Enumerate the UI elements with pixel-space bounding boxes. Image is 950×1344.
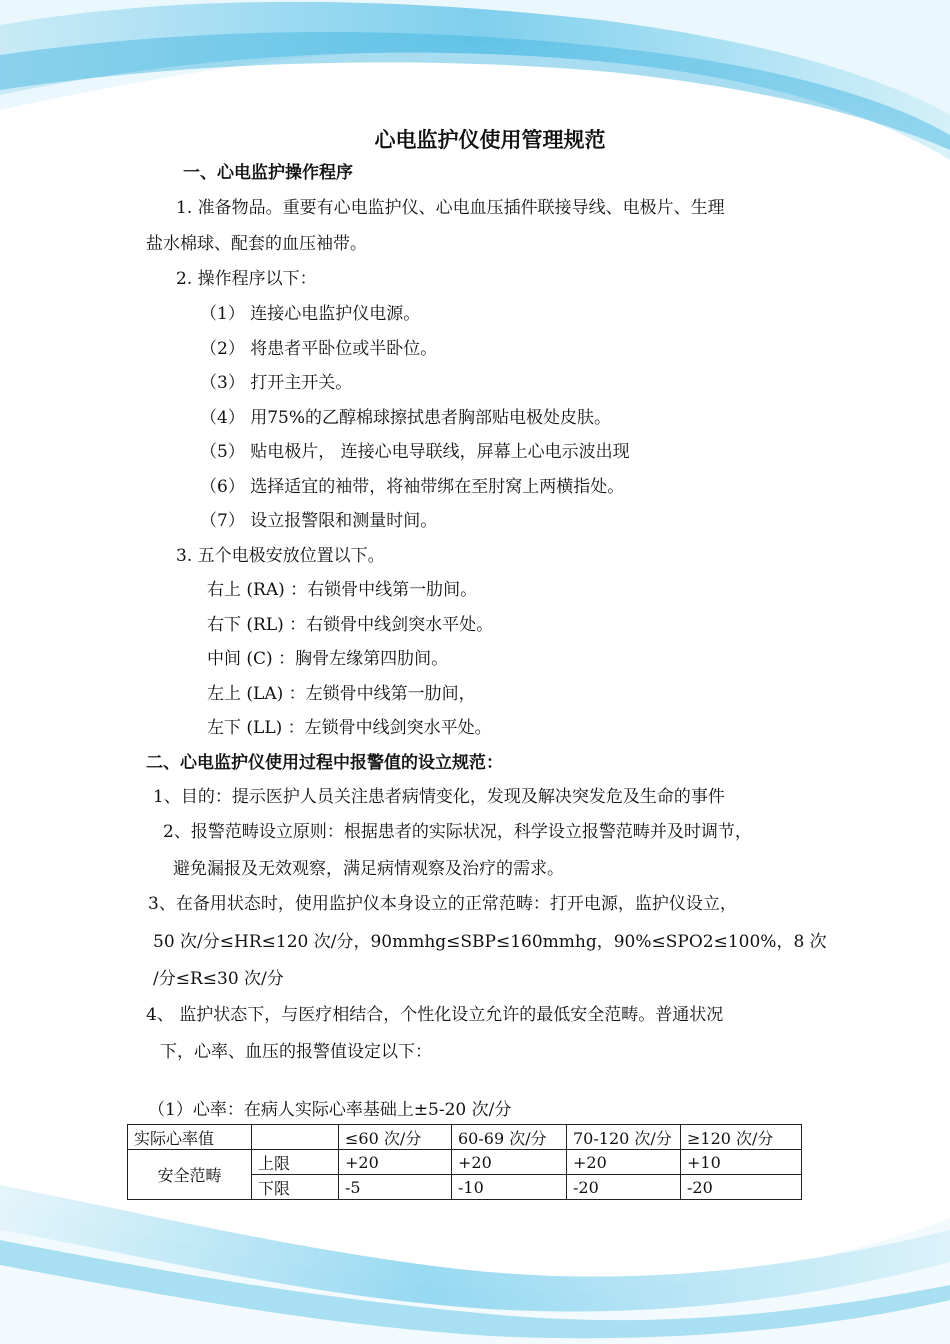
electrode-c: 中间 (C) ：胸骨左缘第四肋间。	[207, 649, 449, 669]
table-header-cell: 70-120 次/分	[567, 1125, 681, 1150]
table-header-cell: ≤60 次/分	[339, 1125, 452, 1150]
table-header-cell: 实际心率值	[128, 1125, 252, 1150]
section2-p3-line3: /分≤R≤30 次/分	[153, 969, 284, 989]
step-1: （1） 连接心电监护仪电源。	[200, 304, 421, 324]
section2-heading: 二、心电监护仪使用过程中报警值的设立规范：	[146, 753, 503, 773]
table-cell: -20	[567, 1175, 681, 1200]
table-header-cell	[252, 1125, 339, 1150]
table-cell: -10	[452, 1175, 567, 1200]
table-header-cell: ≥120 次/分	[681, 1125, 802, 1150]
heart-rate-alarm-table	[127, 1124, 802, 1200]
table-cell: -20	[681, 1175, 802, 1200]
table-cell: +20	[452, 1150, 567, 1175]
item1-line2: 盐水棉球、配套的血压袖带。	[146, 234, 367, 254]
step-7: （7） 设立报警限和测量时间。	[200, 511, 438, 531]
table-header-row	[128, 1125, 802, 1150]
electrode-la: 左上 (LA) ：左锁骨中线第一肋间，	[207, 684, 476, 704]
step-4: （4） 用75%的乙醇棉球擦拭患者胸部贴电极处皮肤。	[200, 408, 612, 428]
electrode-rl: 右下 (RL) ：右锁骨中线剑突水平处。	[207, 615, 494, 635]
table-row-group-label: 安全范畴	[128, 1150, 252, 1200]
section2-p1: 1、目的：提示医护人员关注患者病情变化，发现及解决突发危及生命的事件	[153, 787, 725, 807]
step-3: （3） 打开主开关。	[200, 373, 353, 393]
item1-line1: 1. 准备物品。重要有心电监护仪、心电血压插件联接导线、电极片、生理	[176, 198, 725, 218]
section2-p2-line1: 2、报警范畴设立原则：根据患者的实际状况，科学设立报警范畴并及时调节，	[163, 822, 752, 842]
table-cell: -5	[339, 1175, 452, 1200]
section2-p4-line2: 下，心率、血压的报警值设定以下：	[160, 1042, 432, 1062]
table-cell: +10	[681, 1150, 802, 1175]
step-2: （2） 将患者平卧位或半卧位。	[200, 339, 438, 359]
document-title: 心电监护仪使用管理规范	[374, 128, 606, 152]
step-6: （6） 选择适宜的袖带，将袖带绑在至肘窝上两横指处。	[200, 477, 625, 497]
section2-p3-line1: 3、在备用状态时，使用监护仪本身设立的正常范畴：打开电源，监护仪设立，	[148, 894, 737, 914]
section2-p2-line2: 避免漏报及无效观察，满足病情观察及治疗的需求。	[173, 859, 564, 879]
table-row	[128, 1150, 802, 1175]
heart-rate-caption: （1）心率：在病人实际心率基础上±5-20 次/分	[148, 1100, 512, 1120]
electrode-ra: 右上 (RA) ：右锁骨中线第一肋间。	[207, 580, 478, 600]
table-cell: +20	[567, 1150, 681, 1175]
step-5: （5） 贴电极片， 连接心电导联线，屏幕上心电示波出现	[200, 442, 630, 462]
electrode-ll: 左下 (LL) ：左锁骨中线剑突水平处。	[207, 718, 492, 738]
section1-heading: 一、心电监护操作程序	[183, 163, 353, 183]
section2-p3-line2: 50 次/分≤HR≤120 次/分，90mmhg≤SBP≤160mmhg，90%≤SPO2≤100%，8 次	[153, 932, 827, 952]
section2-p4-line1: 4、 监护状态下，与医疗相结合，个性化设立允许的最低安全范畴。普通状况	[146, 1005, 724, 1025]
item3: 3. 五个电极安放位置以下。	[176, 546, 385, 566]
table-row-label: 下限	[252, 1175, 339, 1200]
item2: 2. 操作程序以下：	[176, 269, 317, 289]
table-row-label: 上限	[252, 1150, 339, 1175]
table-header-cell: 60-69 次/分	[452, 1125, 567, 1150]
table-cell: +20	[339, 1150, 452, 1175]
